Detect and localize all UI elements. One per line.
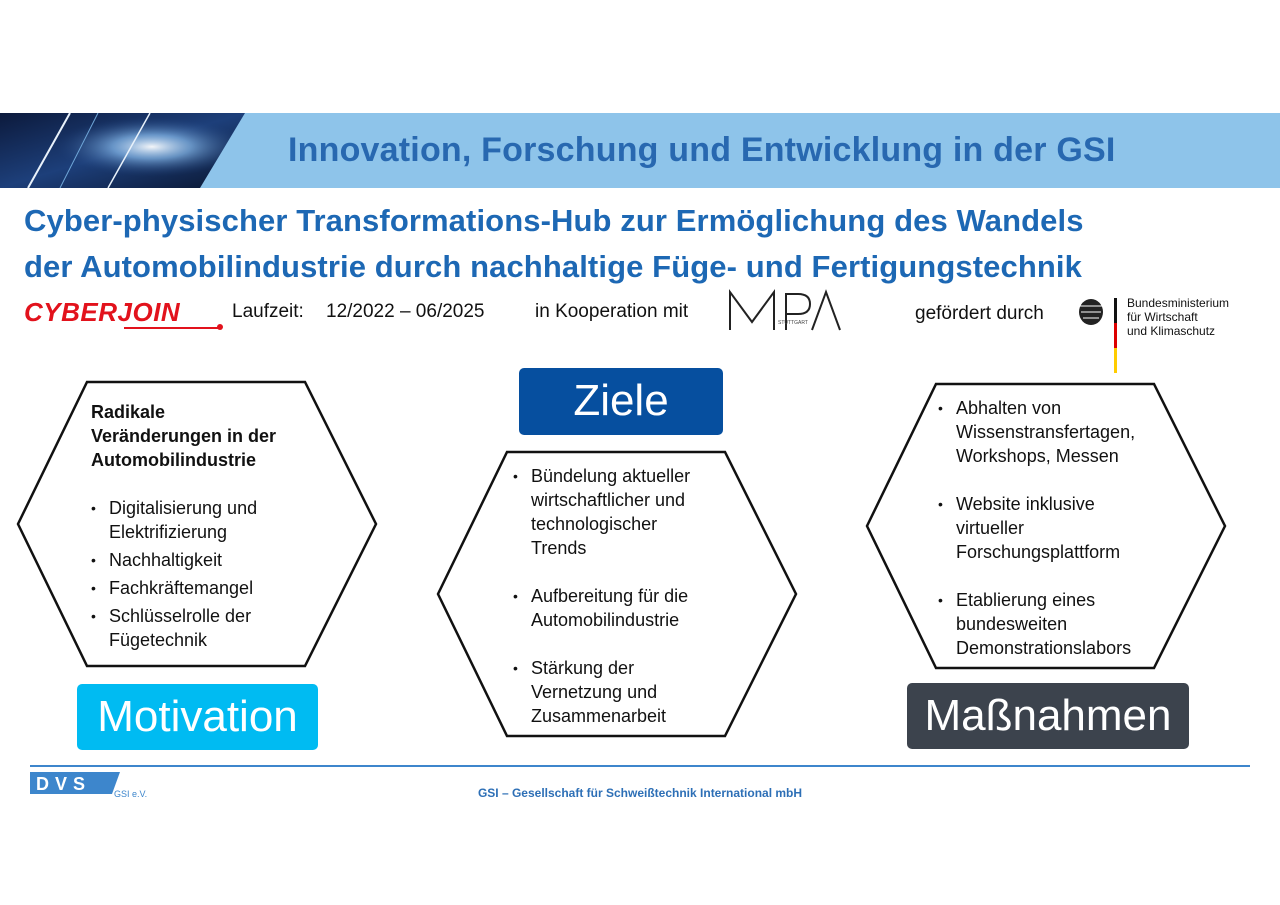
mpa-logo-subtext: STUTTGART xyxy=(778,320,808,326)
funder-line-3: und Klimaschutz xyxy=(1127,324,1216,338)
ziele-item: • Aufbereitung für die Automobilindustrie xyxy=(513,584,733,632)
motivation-item: • Nachhaltigkeit xyxy=(91,548,321,572)
funded-by-label: gefördert durch xyxy=(915,303,1044,324)
cooperation-label: in Kooperation mit xyxy=(535,301,689,322)
ziele-label: Ziele xyxy=(519,368,723,435)
ziele-list xyxy=(513,464,733,728)
massnahmen-item: • Website inklusive virtueller Forschungsplattform xyxy=(938,492,1168,564)
motivation-heading-line: Veränderungen in der xyxy=(91,426,277,446)
cyberjoin-logo xyxy=(22,292,226,332)
motivation-heading-line: Radikale xyxy=(91,402,166,422)
motivation-label: Motivation xyxy=(77,684,318,750)
motivation-item: • Fachkräftemangel xyxy=(91,576,321,600)
cyberjoin-logo-text: CYBERJOIN xyxy=(24,297,181,327)
motivation-item: • Digitalisierung und Elektrifizierung xyxy=(91,496,321,544)
dvs-logo-text: DVS xyxy=(36,774,92,794)
motivation-item: • Schlüsselrolle der Fügetechnik xyxy=(91,604,321,652)
mpa-logo xyxy=(728,288,842,334)
motivation-list xyxy=(91,496,321,652)
federal-eagle-icon xyxy=(1077,296,1117,376)
massnahmen-label: Maßnahmen xyxy=(907,683,1189,749)
motivation-heading xyxy=(91,400,321,472)
dvs-logo-subtext: GSI e.V. xyxy=(114,789,148,798)
project-title-line-1: Cyber-physischer Transformations-Hub zur Ermöglichung des Wandels xyxy=(24,203,1084,238)
massnahmen-list xyxy=(938,396,1168,660)
massnahmen-item: • Abhalten von Wissenstransfertagen, Workshops, Messen xyxy=(938,396,1168,468)
funder-line-1: Bundesministerium xyxy=(1127,296,1230,310)
welding-photo xyxy=(0,113,245,188)
runtime-label: Laufzeit: xyxy=(232,301,304,322)
motivation-heading-line: Automobilindustrie xyxy=(91,450,256,470)
bmwk-logo xyxy=(1077,296,1237,376)
ziele-item: • Stärkung der Vernetzung und Zusammenarbeit xyxy=(513,656,733,728)
funder-line-2: für Wirtschaft xyxy=(1127,310,1198,324)
project-title-line-2: der Automobilindustrie durch nachhaltige Füge- und Fertigungstechnik xyxy=(24,249,1082,284)
runtime-value: 12/2022 – 06/2025 xyxy=(326,301,485,322)
logo-spark-icon xyxy=(22,292,226,332)
footer-divider xyxy=(30,765,1250,767)
massnahmen-item: • Etablierung eines bundesweiten Demonstrationslabors xyxy=(938,588,1168,660)
banner-title: Innovation, Forschung und Entwicklung in der GSI xyxy=(288,131,1116,169)
ziele-item: • Bündelung aktueller wirtschaftlicher und technologischer Trends xyxy=(513,464,733,560)
footer-company: GSI – Gesellschaft für Schweißtechnik International mbH xyxy=(477,786,803,800)
